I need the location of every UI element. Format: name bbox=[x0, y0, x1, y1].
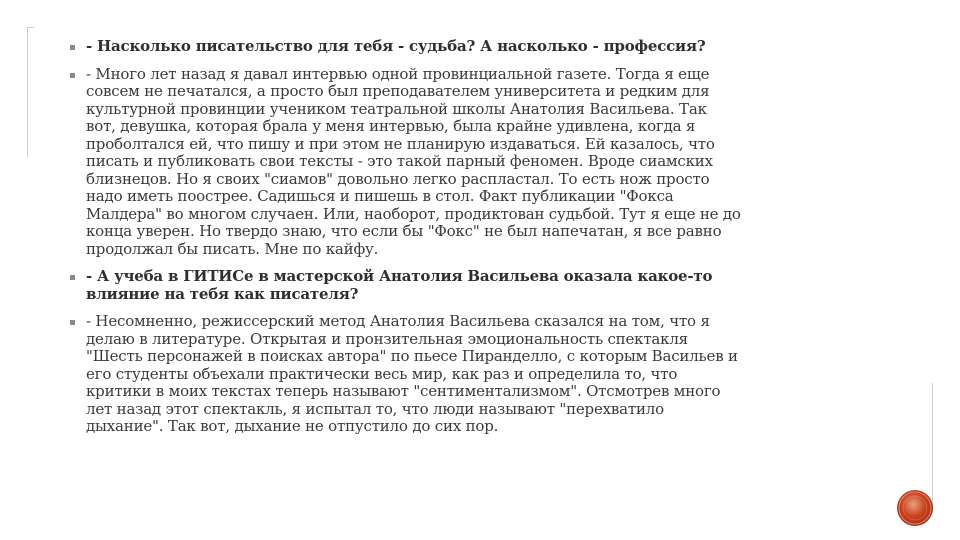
question-2-text: - А учеба в ГИТИСе в мастерской Анатолия Васильева оказала какое-то влияние на тебя как писателя? bbox=[86, 267, 713, 303]
answer-2 bbox=[70, 313, 850, 436]
frame-corner-top-left bbox=[27, 27, 34, 157]
slide-content bbox=[70, 38, 850, 446]
bullet-square-icon bbox=[70, 275, 75, 280]
answer-1 bbox=[70, 66, 850, 259]
question-1 bbox=[70, 38, 850, 56]
page-number-badge-icon bbox=[896, 489, 934, 527]
bullet-square-icon bbox=[70, 45, 75, 50]
answer-2-text: - Несомненно, режиссерский метод Анатолия Васильева сказался на том, что я делаю в литературе. Открытая и пронзительная эмоциональность спектакля "Шесть персонажей в поисках автора" по пьесе Пиранделло, с которым Васильев и его студенты объехали практически весь мир, как раз и определила то, что критики в моих текстах теперь называют "сентиментализмом". Отсмотрев много лет назад этот спектакль, я испытал то, что люди называют "перехватило дыхание". Так вот, дыхание не отпустило до сих пор. bbox=[86, 312, 738, 435]
question-2 bbox=[70, 268, 850, 303]
bullet-square-icon bbox=[70, 320, 75, 325]
question-1-text: - Насколько писательство для тебя - судьба? А насколько - профессия? bbox=[86, 37, 706, 55]
bullet-square-icon bbox=[70, 73, 75, 78]
answer-1-text: - Много лет назад я давал интервью одной провинциальной газете. Тогда я еще совсем не печатался, а просто был преподавателем университета и редким для культурной провинции учеником театральной школы Анатолия Васильева. Так вот, девушка, которая брала у меня интервью, была крайне удивлена, когда я проболтался ей, что пишу и при этом не планирую издаваться. Ей казалось, что писать и публиковать свои тексты - это такой парный феномен. Вроде сиамских близнецов. Но я своих "сиамов" довольно легко распластал. То есть нож просто надо иметь поострее. Садишься и пишешь в стол. Факт публикации "Фокса Малдера" во многом случаен. Или, наоборот, продиктован судьбой. Тут я еще не до конца уверен. Но твердо знаю, что если бы "Фокс" не был напечатан, я все равно продолжал бы писать. Мне по кайфу. bbox=[86, 64, 741, 258]
